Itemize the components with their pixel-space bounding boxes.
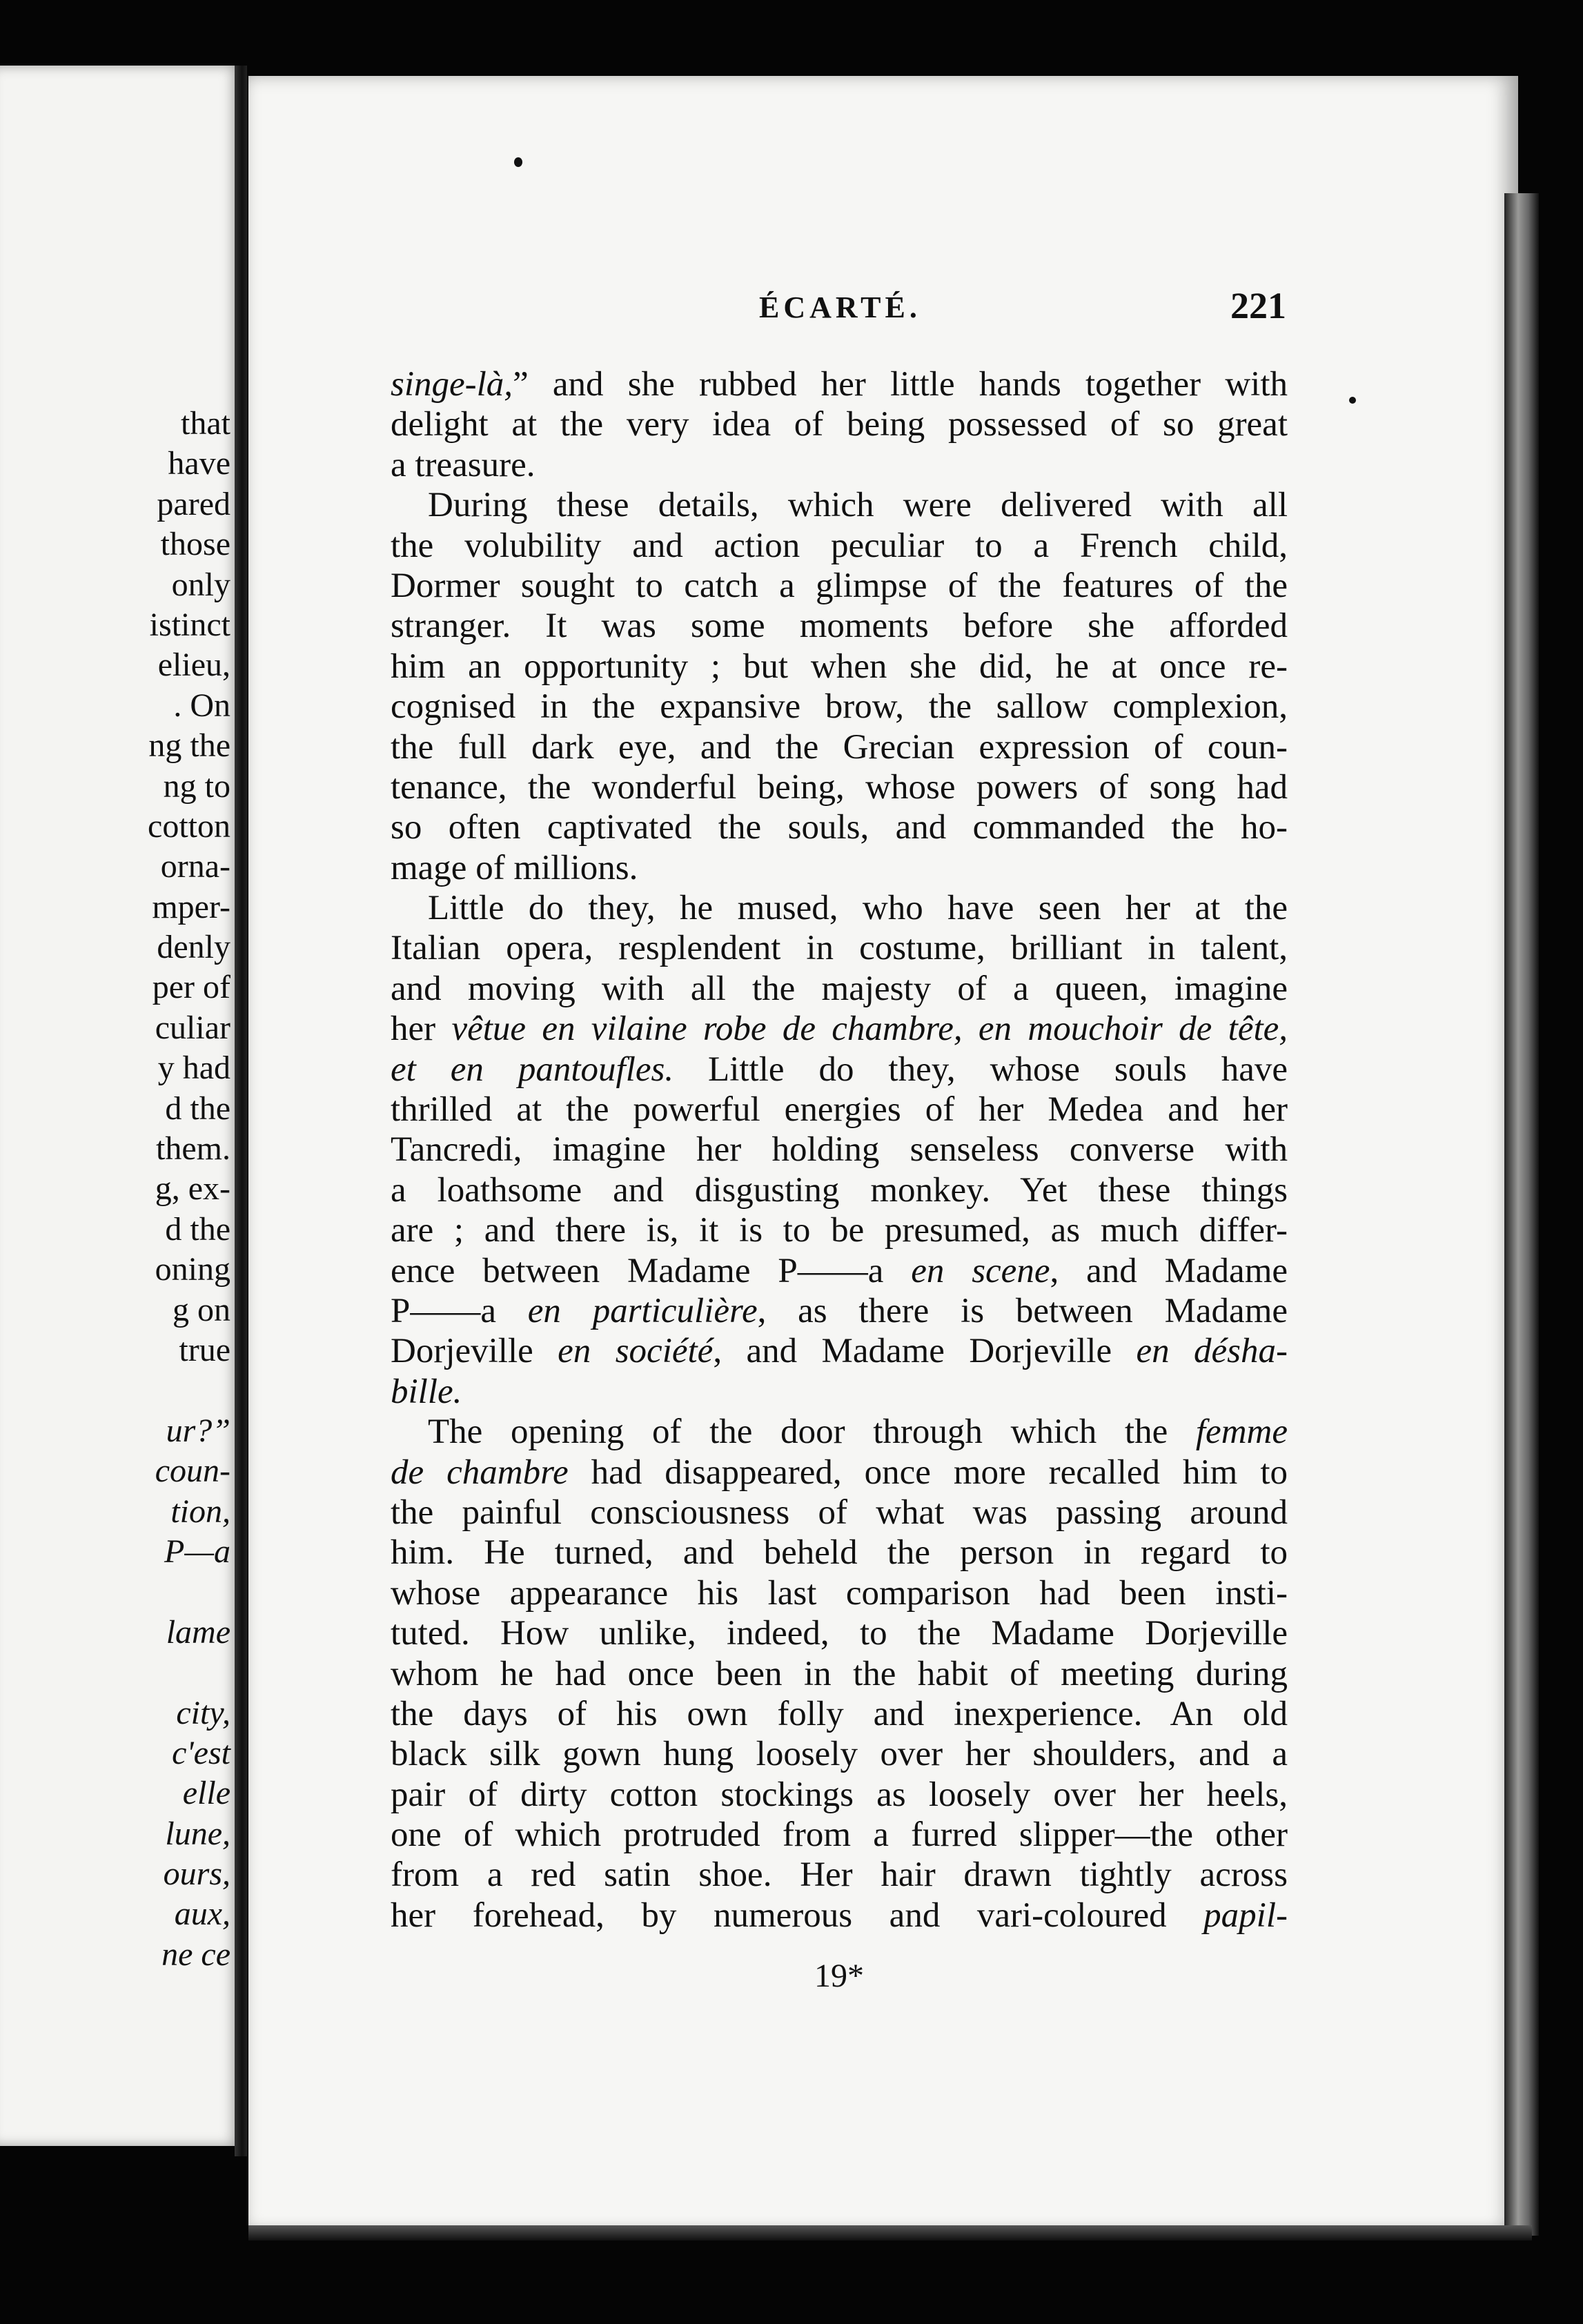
text-run: ence between Madame P——a (391, 1251, 912, 1290)
text-line (391, 606, 1288, 646)
italic-text: papil- (1203, 1895, 1288, 1935)
body-text (391, 364, 1288, 1936)
book-gutter (235, 66, 247, 2156)
previous-page-line: cotton (148, 807, 230, 845)
text-run: P——a (391, 1291, 528, 1330)
text-line (391, 1654, 1288, 1694)
italic-text: en société (558, 1332, 714, 1371)
previous-page-line: d the (165, 1210, 230, 1248)
previous-page-line: culiar (155, 1009, 230, 1046)
text-line (391, 364, 1288, 404)
text-run: had disappeared, once more recalled him to (568, 1452, 1288, 1492)
text-run: and moving with all the majesty of a queen, imagine (391, 969, 1288, 1008)
text-line (391, 1452, 1288, 1493)
text-line (391, 1573, 1288, 1613)
previous-page-line: tion, (170, 1493, 230, 1530)
text-run: a loathsome and disgusting monkey. Yet these things (391, 1170, 1288, 1210)
text-line (391, 807, 1288, 847)
previous-page-line: that (181, 405, 230, 442)
text-run: pair of dirty cotton stockings as loosely over her heels, (391, 1775, 1288, 1814)
text-line (391, 1009, 1288, 1049)
text-run: Tancredi, imagine her holding senseless converse with (391, 1130, 1288, 1170)
italic-text: bille. (391, 1372, 462, 1411)
text-line (391, 1372, 1288, 1412)
text-line (391, 1613, 1288, 1653)
text-run: from a red satin shoe. Her hair drawn tightly across (391, 1855, 1288, 1895)
text-line (391, 1090, 1288, 1130)
text-line (391, 1895, 1288, 1936)
previous-page-line: ne ce (161, 1936, 230, 1973)
text-line (391, 767, 1288, 807)
text-line (391, 727, 1288, 767)
text-line (391, 1775, 1288, 1815)
text-run: delight at the very idea of being possessed of so great (391, 405, 1288, 444)
previous-page-line: coun- (155, 1452, 230, 1490)
text-run: the full dark eye, and the Grecian expression of coun- (391, 727, 1288, 767)
previous-page-line: . On (173, 687, 230, 724)
text-line (391, 1170, 1288, 1210)
text-run: her (391, 1010, 452, 1049)
text-line (391, 1050, 1288, 1090)
text-line (391, 687, 1288, 727)
previous-page-line: y had (157, 1050, 230, 1087)
previous-page-line: only (171, 566, 230, 603)
text-line (391, 1291, 1288, 1331)
text-run: tuted. How unlike, indeed, to the Madame Dorjeville (391, 1614, 1288, 1653)
previous-page-line: d the (165, 1090, 230, 1127)
text-run: one of which protruded from a furred slipper—the other (391, 1815, 1288, 1855)
text-run: ” and she rubbed her little hands together with (513, 365, 1288, 404)
previous-page-line: pared (157, 485, 230, 522)
text-line (391, 1694, 1288, 1734)
previous-page-line: true (179, 1331, 230, 1368)
text-run: thrilled at the powerful energies of her Medea and her (391, 1090, 1288, 1130)
previous-page (0, 66, 243, 2146)
italic-text: de chambre (391, 1452, 569, 1492)
text-run: tenance, the wonderful being, whose powers of song had (391, 767, 1288, 807)
previous-page-line: ng to (163, 767, 230, 805)
previous-page-line: P—a (164, 1533, 230, 1570)
previous-page-line: per of (152, 969, 230, 1006)
text-run: Little do they, whose souls have (673, 1050, 1288, 1089)
text-line (391, 566, 1288, 606)
italic-text: singe-là, (391, 365, 513, 404)
previous-page-line: have (168, 445, 230, 482)
previous-page-line: aux, (174, 1895, 230, 1933)
text-run: cognised in the expansive brow, the sallow complexion, (391, 687, 1288, 727)
page-bottom-edge (248, 2225, 1532, 2241)
previous-page-text (148, 404, 230, 1975)
ink-speck (1349, 397, 1356, 404)
text-run: the painful consciousness of what was passing around (391, 1493, 1288, 1532)
text-line (391, 888, 1288, 928)
text-line (391, 1493, 1288, 1533)
italic-text: vêtue en vilaine robe de chambre, en mouchoir de tête, (451, 1010, 1288, 1049)
previous-page-line: lame (166, 1613, 230, 1651)
page-edge (1504, 193, 1539, 2236)
text-line (391, 647, 1288, 687)
text-run: The opening of the door through which the (428, 1412, 1196, 1452)
italic-text: en particulière (527, 1291, 758, 1330)
running-head: ÉCARTÉ. (759, 290, 921, 324)
text-line (391, 1533, 1288, 1573)
text-run: , and Madame (1050, 1251, 1288, 1290)
previous-page-line: ur?” (166, 1412, 230, 1449)
text-line (391, 1855, 1288, 1895)
text-line (391, 1734, 1288, 1774)
previous-page-line: city, (176, 1694, 230, 1731)
text-line (391, 485, 1288, 525)
text-run: a treasure. (391, 445, 535, 484)
previous-page-line: g, ex- (155, 1170, 230, 1208)
text-run: stranger. It was some moments before she afforded (391, 607, 1288, 646)
text-run: During these details, which were delivered with all (428, 486, 1288, 525)
previous-page-line: ours, (163, 1855, 230, 1893)
text-line (391, 1815, 1288, 1855)
text-line (391, 928, 1288, 968)
text-line (391, 445, 1288, 485)
italic-text: en désha- (1136, 1332, 1288, 1371)
text-line (391, 404, 1288, 444)
text-run: him an opportunity ; but when she did, he at once re- (391, 647, 1288, 686)
page-number: 221 (1230, 285, 1286, 326)
text-run: Dorjeville (391, 1332, 558, 1371)
text-line (391, 1210, 1288, 1250)
text-run: whose appearance his last comparison had been insti- (391, 1573, 1288, 1613)
italic-text: et en pantoufles. (391, 1050, 674, 1089)
text-run: Dormer sought to catch a glimpse of the features of the (391, 566, 1288, 605)
text-run: Italian opera, resplendent in costume, brilliant in talent, (391, 929, 1288, 968)
text-line (391, 526, 1288, 566)
signature-mark: 19* (814, 1958, 864, 1994)
italic-text: femme (1195, 1412, 1288, 1452)
previous-page-line: oning (155, 1251, 230, 1288)
text-line (391, 848, 1288, 888)
text-run: the volubility and action peculiar to a French child, (391, 526, 1288, 565)
text-line (391, 1130, 1288, 1170)
previous-page-line: denly (157, 929, 230, 966)
text-line (391, 969, 1288, 1009)
text-run: the days of his own folly and inexperience. An old (391, 1694, 1288, 1733)
text-run: him. He turned, and beheld the person in regard to (391, 1533, 1288, 1573)
previous-page-line: those (160, 526, 230, 563)
previous-page-line: ng the (148, 727, 230, 765)
text-run: her forehead, by numerous and vari-coloured (391, 1895, 1204, 1935)
previous-page-line: them. (156, 1130, 230, 1168)
text-run: are ; and there is, it is to be presumed, as much differ- (391, 1211, 1288, 1250)
text-line (391, 1412, 1288, 1452)
previous-page-line: elieu, (157, 647, 230, 684)
previous-page-line: c'est (172, 1734, 230, 1771)
text-run: mage of millions. (391, 848, 638, 887)
previous-page-line: mper- (152, 888, 230, 925)
text-run: , as there is between Madame (757, 1291, 1288, 1330)
text-line (391, 1251, 1288, 1291)
previous-page-line: elle (182, 1775, 230, 1812)
text-run: so often captivated the souls, and commanded the ho- (391, 808, 1288, 847)
text-run: , and Madame Dorjeville (713, 1332, 1137, 1371)
previous-page-line: lune, (165, 1815, 230, 1852)
previous-page-line: istinct (149, 606, 230, 643)
text-run: Little do they, he mused, who have seen her at the (428, 889, 1288, 928)
italic-text: en scene (911, 1251, 1050, 1290)
text-line (391, 1331, 1288, 1371)
ink-speck (514, 157, 522, 167)
text-run: whom he had once been in the habit of meeting during (391, 1654, 1288, 1693)
previous-page-line: g on (173, 1291, 230, 1328)
previous-page-line: orna- (160, 848, 230, 885)
text-run: black silk gown hung loosely over her shoulders, and a (391, 1735, 1288, 1774)
